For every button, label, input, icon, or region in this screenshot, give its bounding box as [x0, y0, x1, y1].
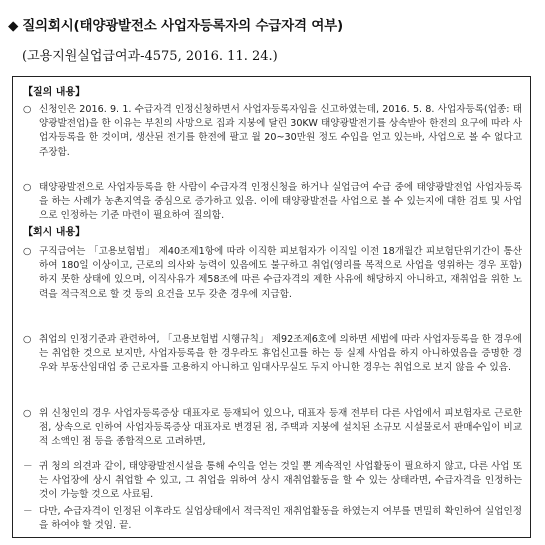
circle-bullet-icon: ○ [23, 182, 32, 193]
question-item-2 [23, 181, 522, 224]
circle-bullet-icon: ○ [23, 334, 32, 345]
question-heading: 【질의 내용】 [23, 87, 86, 98]
document-title [8, 14, 343, 34]
answer-item-text: 구직급여는 「고용보험법」 제40조제1항에 따라 이직한 피보험자가 이직일 이전 18개월간 피보험단위기간이 통산하여 180일 이상이고, 근로의 의사와 능력이 있음에도 불구하고 취업(영리를 목적으로 사업을 영위하는 경우 포함)하지 못한 상태에 있으며, 이직사유가 제58조에 따른 수급자격의 제한 사유에 해당하지 아니하고, 재취업을 위한 노력을 적극적으로 할 것 등의 요건을 모두 갖춘 경우에 지급함. [39, 246, 522, 300]
answer-item-3 [23, 407, 522, 450]
title-text: 질의회시(태양광발전소 사업자등록자의 수급자격 여부) [22, 18, 343, 34]
question-item-text: 태양광발전으로 사업자등록을 한 사람이 수급자격 인정신청을 하거나 실업급여 수급 중에 태양광발전업 사업자등록을 하는 사례가 농촌지역을 중심으로 증가하고 있음. 이에 태양광발전을 사업으로 볼 수 있는지에 대한 검토 및 사업으로 인정하는 기준 마련이 필요하여 질의함. [39, 182, 522, 222]
answer-heading: 【회시 내용】 [23, 227, 86, 238]
answer-item-text: 위 신청인의 경우 사업자등록증상 대표자로 등재되어 있으나, 대표자 등재 전부터 다른 사업에서 피보험자로 근로한 점, 상속으로 인하여 사업자등록증상 대표자로 변경된 점, 주택과 지붕에 설치된 소규모 시설물로서 판매수입이 비교적 소액인 점 등을 종합적으로 고려하면, [39, 408, 522, 448]
question-item-text: 신청인은 2016. 9. 1. 수급자격 인정신청하면서 사업자등록자임을 신고하였는데, 2016. 5. 8. 사업자등록(업종: 태양광발전업)을 한 이유는 부친의 사망으로 집과 지붕에 달린 30KW 태양광발전기를 상속받아 한전의 요구에 따라 사업자등록을 한 것이며, 생산된 전기를 한전에 팔고 월 20~30만원 정도 수입을 얻고 있는바, 사업으로 볼 수 없다고 주장함. [39, 104, 522, 158]
answer-item-4 [23, 460, 522, 503]
circle-bullet-icon: ○ [23, 104, 32, 115]
circle-bullet-icon: ○ [23, 246, 32, 257]
content-box [12, 76, 531, 538]
document-reference: (고용지원실업급여과-4575, 2016. 11. 24.) [22, 49, 278, 64]
answer-item-text: 귀 청의 의견과 같이, 태양광발전시설을 통해 수익을 얻는 것일 뿐 계속적인 사업활동이 필요하지 않고, 다른 사업 또는 사업장에 상시 취업할 수 있고, 그 취업을 위하여 상시 재취업활동을 할 수 있는 상태라면, 수급자격을 인정하는 것이 가능할 것으로 사료됨. [39, 461, 522, 501]
question-item-1 [23, 103, 522, 160]
answer-item-text: 다만, 수급자격이 인정된 이후라도 실업상태에서 적극적인 재취업활동을 하였는지 여부를 면밀히 확인하여 실업인정을 하여야 할 것임. 끝. [39, 506, 522, 532]
answer-item-1 [23, 245, 522, 302]
dash-bullet-icon: － [23, 506, 33, 517]
answer-item-text: 취업의 인정기준과 관련하여, 「고용보험법 시행규칙」 제92조제6호에 의하면 세법에 따라 사업자등록을 한 경우에는 취업한 것으로 보지만, 사업자등록을 한 경우라도 휴업신고를 하는 등 실제 사업을 하지 아니하였음을 증명한 경우와 부동산임대업 중 근로자를 고용하지 아니하고 임대사무실도 두지 아니한 경우는 취업으로 보지 않을 수 있음. [39, 334, 522, 374]
dash-bullet-icon: － [23, 461, 33, 472]
circle-bullet-icon: ○ [23, 408, 32, 419]
answer-item-2 [23, 333, 522, 376]
diamond-bullet-icon: ◆ [8, 18, 19, 34]
answer-item-5 [23, 505, 522, 533]
